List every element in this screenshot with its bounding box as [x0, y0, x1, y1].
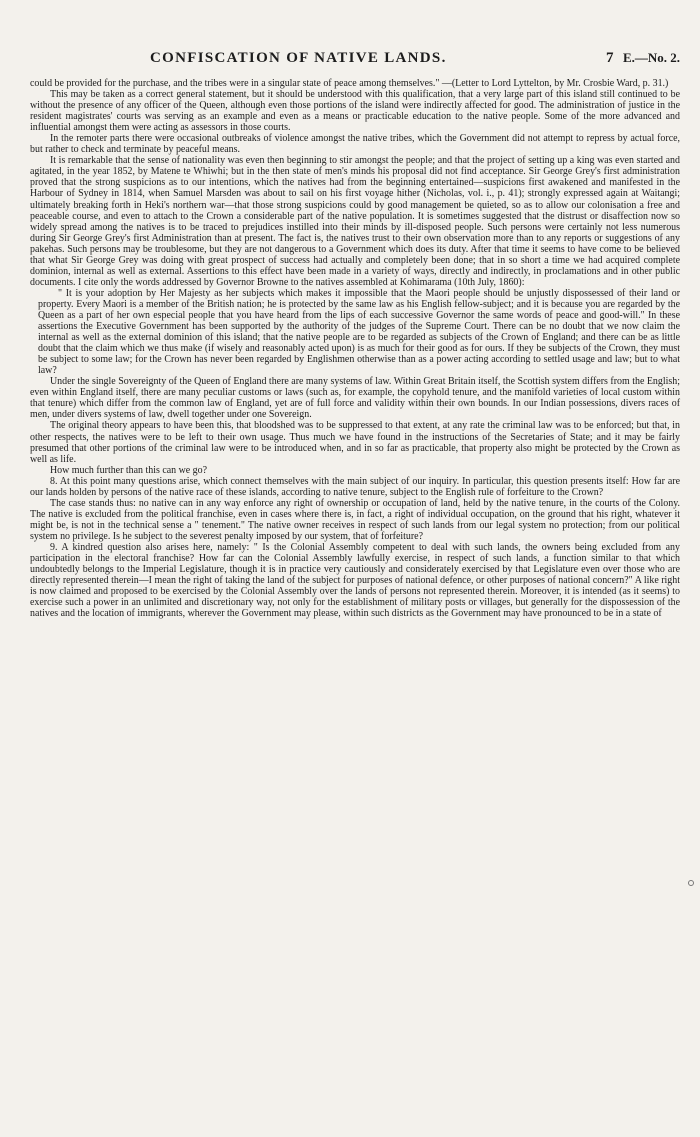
running-head: [30, 50, 680, 70]
margin-mark: [688, 880, 694, 886]
paragraph: The case stands thus: no native can in any way enforce any right of ownership or occupation of land, held by the native tenure, in the courts of the Colony. The native is excluded from the political franchise, even in cases where there is, in fact, a right of individual occupation, on the ground that his right, whatever it might be, is not in the technical sense a " tenement." The native owner receives in respect of such lands from our legal system no protection; from our political system no privilege. Is he subject to the severest penalty imposed by our system, that of forfeiture?: [30, 497, 680, 542]
paragraph: Under the single Sovereignty of the Queen of England there are many systems of law. Within Great Britain itself, the Scottish system differs from the English; even within England itself, there are many peculiar customs or laws (such as, for example, the copyhold tenure, and the manifold varieties of local custom within that tenure) which differ from the common law of England, yet are of full force and validity within their own bounds. In our Indian possessions, divers races of men, under divers systems of law, dwell together under one Sovereign.: [30, 376, 680, 421]
paragraph-section-9: 9. A kindred question also arises here, namely: " Is the Colonial Assembly competent to deal with such lands, the owners being excluded from any participation in the electoral franchise? How far can the Colonial Assembly lawfully exercise, in respect of such lands, a function similar to that which undoubtedly belongs to the Imperial Legislature, though it is in practice very cautiously and considerately exercised by that Legislature even over those who are directly represented therein—I mean the right of taking the land of the subject for purposes of national defence, or other purposes of national concern?" A like right is now claimed and proposed to be exercised by the Colonial Assembly over the lands of persons not represented therein. Moreover, it is intended (as it seems) to exercise such a power in an unlimited and discretionary way, not only for the establishment of military posts or villages, but generally for the dispossession of the natives and the location of immigrants, wherever the Government may please, within such districts as the Government may have pronounced to be in a state of: [30, 541, 680, 620]
body-text: [30, 78, 680, 619]
page-number: 7: [606, 50, 614, 66]
paragraph: It is remarkable that the sense of nationality was even then beginning to stir amongst the people; and that the project of setting up a king was even started and agitated, in the year 1852, by Matene te Whiwhi; but in the then state of men's minds his proposal did not find acceptance. Sir George Grey's first administration proved that the strong suspicions as to our intentions, which the natives had from the beginning entertained—suspicions first awakened and manifested in the Harbour of Sydney in 1814, when Samuel Marsden was about to sail on his first voyage hither (Nicholas, vol. i., p. 41); strongly expressed again at Waitangi; ultimately breaking forth in Heki's northern war—that those strong suspicions could by good management be quieted, so as to allow our colonisation a free and peaceable course, and even to attach to the Crown a considerable part of the native population. It is sometimes suggested that the distrust or disaffection now so widely spread among the natives is to be traced to prejudices instilled into their minds by ill-disposed people. Such persons were certainly not less numerous during Sir George Grey's first Administration than at present. The fact is, the natives trust to their own observation more than to any reports or suggestions of any pakehas. Such persons may be troublesome, but they are not dangerous to a Government which does its duty. After that time it seems to have come to be believed that what Sir George Grey was doing with great prospect of success had actually and completely been done; that in so short a time we had acquired complete dominion, internal as well as external. Assertions to this effect have been made in a variety of ways, directly and indirectly, in proclamations and in other public documents. I cite only the words addressed by Governor Browne to the natives assembled at Kohimarama (10th July, 1860):: [30, 155, 680, 288]
quoted-paragraph: " It is your adoption by Her Majesty as her subjects which makes it impossible that the Maori people should be unjustly dispossessed of their land or property. Every Maori is a member of the British nation; he is protected by the same law as his English fellow-subject; and it is because you are regarded by the Queen as a part of her own especial people that you have heard from the lips of each successive Governor the same words of peace and good-will." In these assertions the Executive Government has been supported by the authority of the judges of the Supreme Court. There can be no doubt that we now claim the internal as well as the external dominion of this island; that the native people are to be regarded as subjects of the Crown of England; and there can be as little doubt that the claim which we thus make (if wisely and reasonably acted upon) is as much for their good as for ours. If they be subjects of the Crown, they must be subject to some law; for the Crown has never been regarded by Englishmen otherwise than as a power acting according to settled usage and law; but to what law?: [38, 287, 680, 377]
paragraph: How much further than this can we go?: [50, 464, 208, 476]
paragraph-section-8: 8. At this point many questions arise, which connect themselves with the main subject of our inquiry. In particular, this question presents itself: How far are our lands holden by persons of the native race of these islands, according to native tenure, subject to the English rule of forfeiture to the Crown?: [30, 475, 680, 498]
paragraph: This may be taken as a correct general statement, but it should be understood with this qualification, that a very large part of this island still continued to be without the presence of any officer of the Queen, although even those portions of the island were indirectly affected for good. The administration of justice in the resident magistrates' courts was serving as an example and even as a means or practicable education to the native people. Some of the more advanced and influential amongst them were acting as assessors in those courts.: [30, 89, 680, 134]
paragraph: The original theory appears to have been this, that bloodshed was to be suppressed to that extent, at any rate the criminal law was to be enforced; but that, in other respects, the natives were to be left to their own usage. Thus much we have found in the instructions of the Secretaries of State; and it may be fairly presumed that other portions of the criminal law were to be introduced when, and in so far as practicable, that property also might be protected by the Crown as well as life.: [30, 420, 680, 465]
paragraph-continuation: could be provided for the purchase, and the tribes were in a singular state of peace among themselves." —(Letter to Lord Lyttelton, by Mr. Crosbie Ward, p. 31.): [30, 78, 669, 89]
paragraph: In the remoter parts there were occasional outbreaks of violence amongst the native tribes, which the Government did not attempt to repress by actual force, but rather to check and terminate by peaceful means.: [30, 133, 680, 156]
document-reference: E.—No. 2.: [622, 50, 680, 65]
running-title: CONFISCATION OF NATIVE LANDS.: [150, 50, 447, 66]
